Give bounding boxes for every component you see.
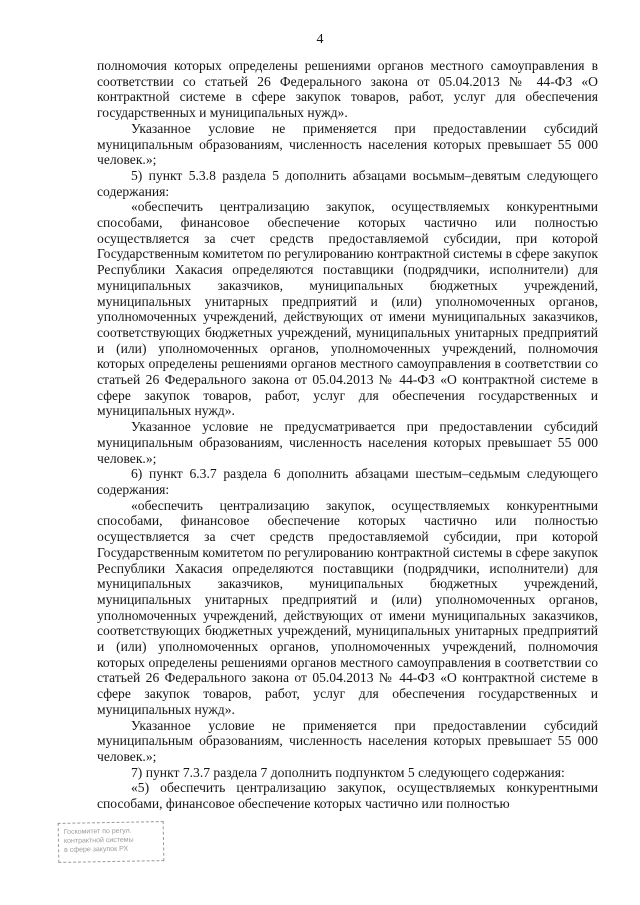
document-paragraph: Указанное условие не применяется при предоставлении субсидий муниципальным образованиям, численность населения которых превышает 55 000 человек.»; bbox=[97, 120, 598, 168]
stamp-line: в сфере закупок РХ bbox=[64, 845, 129, 854]
document-paragraph: «5) обеспечить централизацию закупок, осуществляемых конкурентными способами, финансовое обеспечение которых частично или полностью bbox=[97, 780, 598, 812]
document-paragraph: 7) пункт 7.3.7 раздела 7 дополнить подпунктом 5 следующего содержания: bbox=[131, 764, 565, 780]
stamp-mark bbox=[58, 821, 165, 863]
document-paragraph: Указанное условие не применяется при предоставлении субсидий муниципальным образованиям, численность населения которых превышает 55 000 человек.»; bbox=[97, 717, 598, 764]
document-paragraph: полномочия которых определены решениями органов местного самоуправления в соответствии со статьей 26 Федерального закона от 05.04.2013 № 44-ФЗ «О контрактной системе в сфере закупок товаров, работ, услуг для обеспечения государственных и муниципальных нужд». bbox=[97, 58, 598, 121]
document-paragraph: «обеспечить централизацию закупок, осуществляемых конкурентными способами, финансовое обеспечение которых частично или полностью осуществляется за счет средств предоставляемой субсидии, при которой Государственным комитетом по регулированию контрактной системы в сфере закупок Республики Хакасия определяются поставщики (подрядчики, исполнители) для муниципальных заказчиков, муниципальных бюджетных учреждений, муниципальных унитарных предприятий и (или) уполномоченных органов, уполномоченных учреждений, действующих от имени муниципальных заказчиков, соответствующих бюджетных учреждений, муниципальных унитарных предприятий и (или) уполномоченных органов, уполномоченных учреждений, полномочия которых определены решениями органов местного самоуправления в соответствии со статьей 26 Федерального закона от 05.04.2013 № 44-ФЗ «О контрактной системе в сфере закупок товаров, работ, услуг для обеспечения государственных и муниципальных нужд». bbox=[97, 199, 598, 419]
stamp-line: Госкомитет по регул. bbox=[63, 827, 132, 836]
stamp-line: контрактной системы bbox=[63, 836, 134, 845]
document-paragraph: 5) пункт 5.3.8 раздела 5 дополнить абзацами восьмым–девятым следующего содержания: bbox=[97, 167, 598, 199]
page-number: 4 bbox=[316, 32, 324, 47]
document-paragraph: Указанное условие не предусматривается при предоставлении субсидий муниципальным образованиям, численность населения которых превышает 55 000 человек.»; bbox=[97, 419, 598, 466]
document-paragraph: 6) пункт 6.3.7 раздела 6 дополнить абзацами шестым–седьмым следующего содержания: bbox=[97, 466, 598, 497]
document-body bbox=[97, 58, 598, 812]
document-paragraph: «обеспечить централизацию закупок, осуществляемых конкурентными способами, финансовое обеспечение которых частично или полностью осуществляется за счет средств предоставляемой субсидии, при которой Государственным комитетом по регулированию контрактной системы в сфере закупок Республики Хакасия определяются поставщики (подрядчики, исполнители) для муниципальных заказчиков, муниципальных бюджетных учреждений, муниципальных унитарных предприятий и (или) уполномоченных органов, уполномоченных учреждений, действующих от имени муниципальных заказчиков, соответствующих бюджетных учреждений, муниципальных унитарных предприятий и (или) уполномоченных органов, уполномоченных учреждений, полномочия которых определены решениями органов местного самоуправления в соответствии со статьей 26 Федерального закона от 05.04.2013 № 44-ФЗ «О контрактной системе в сфере закупок товаров, работ, услуг для обеспечения государственных и муниципальных нужд». bbox=[97, 497, 598, 717]
